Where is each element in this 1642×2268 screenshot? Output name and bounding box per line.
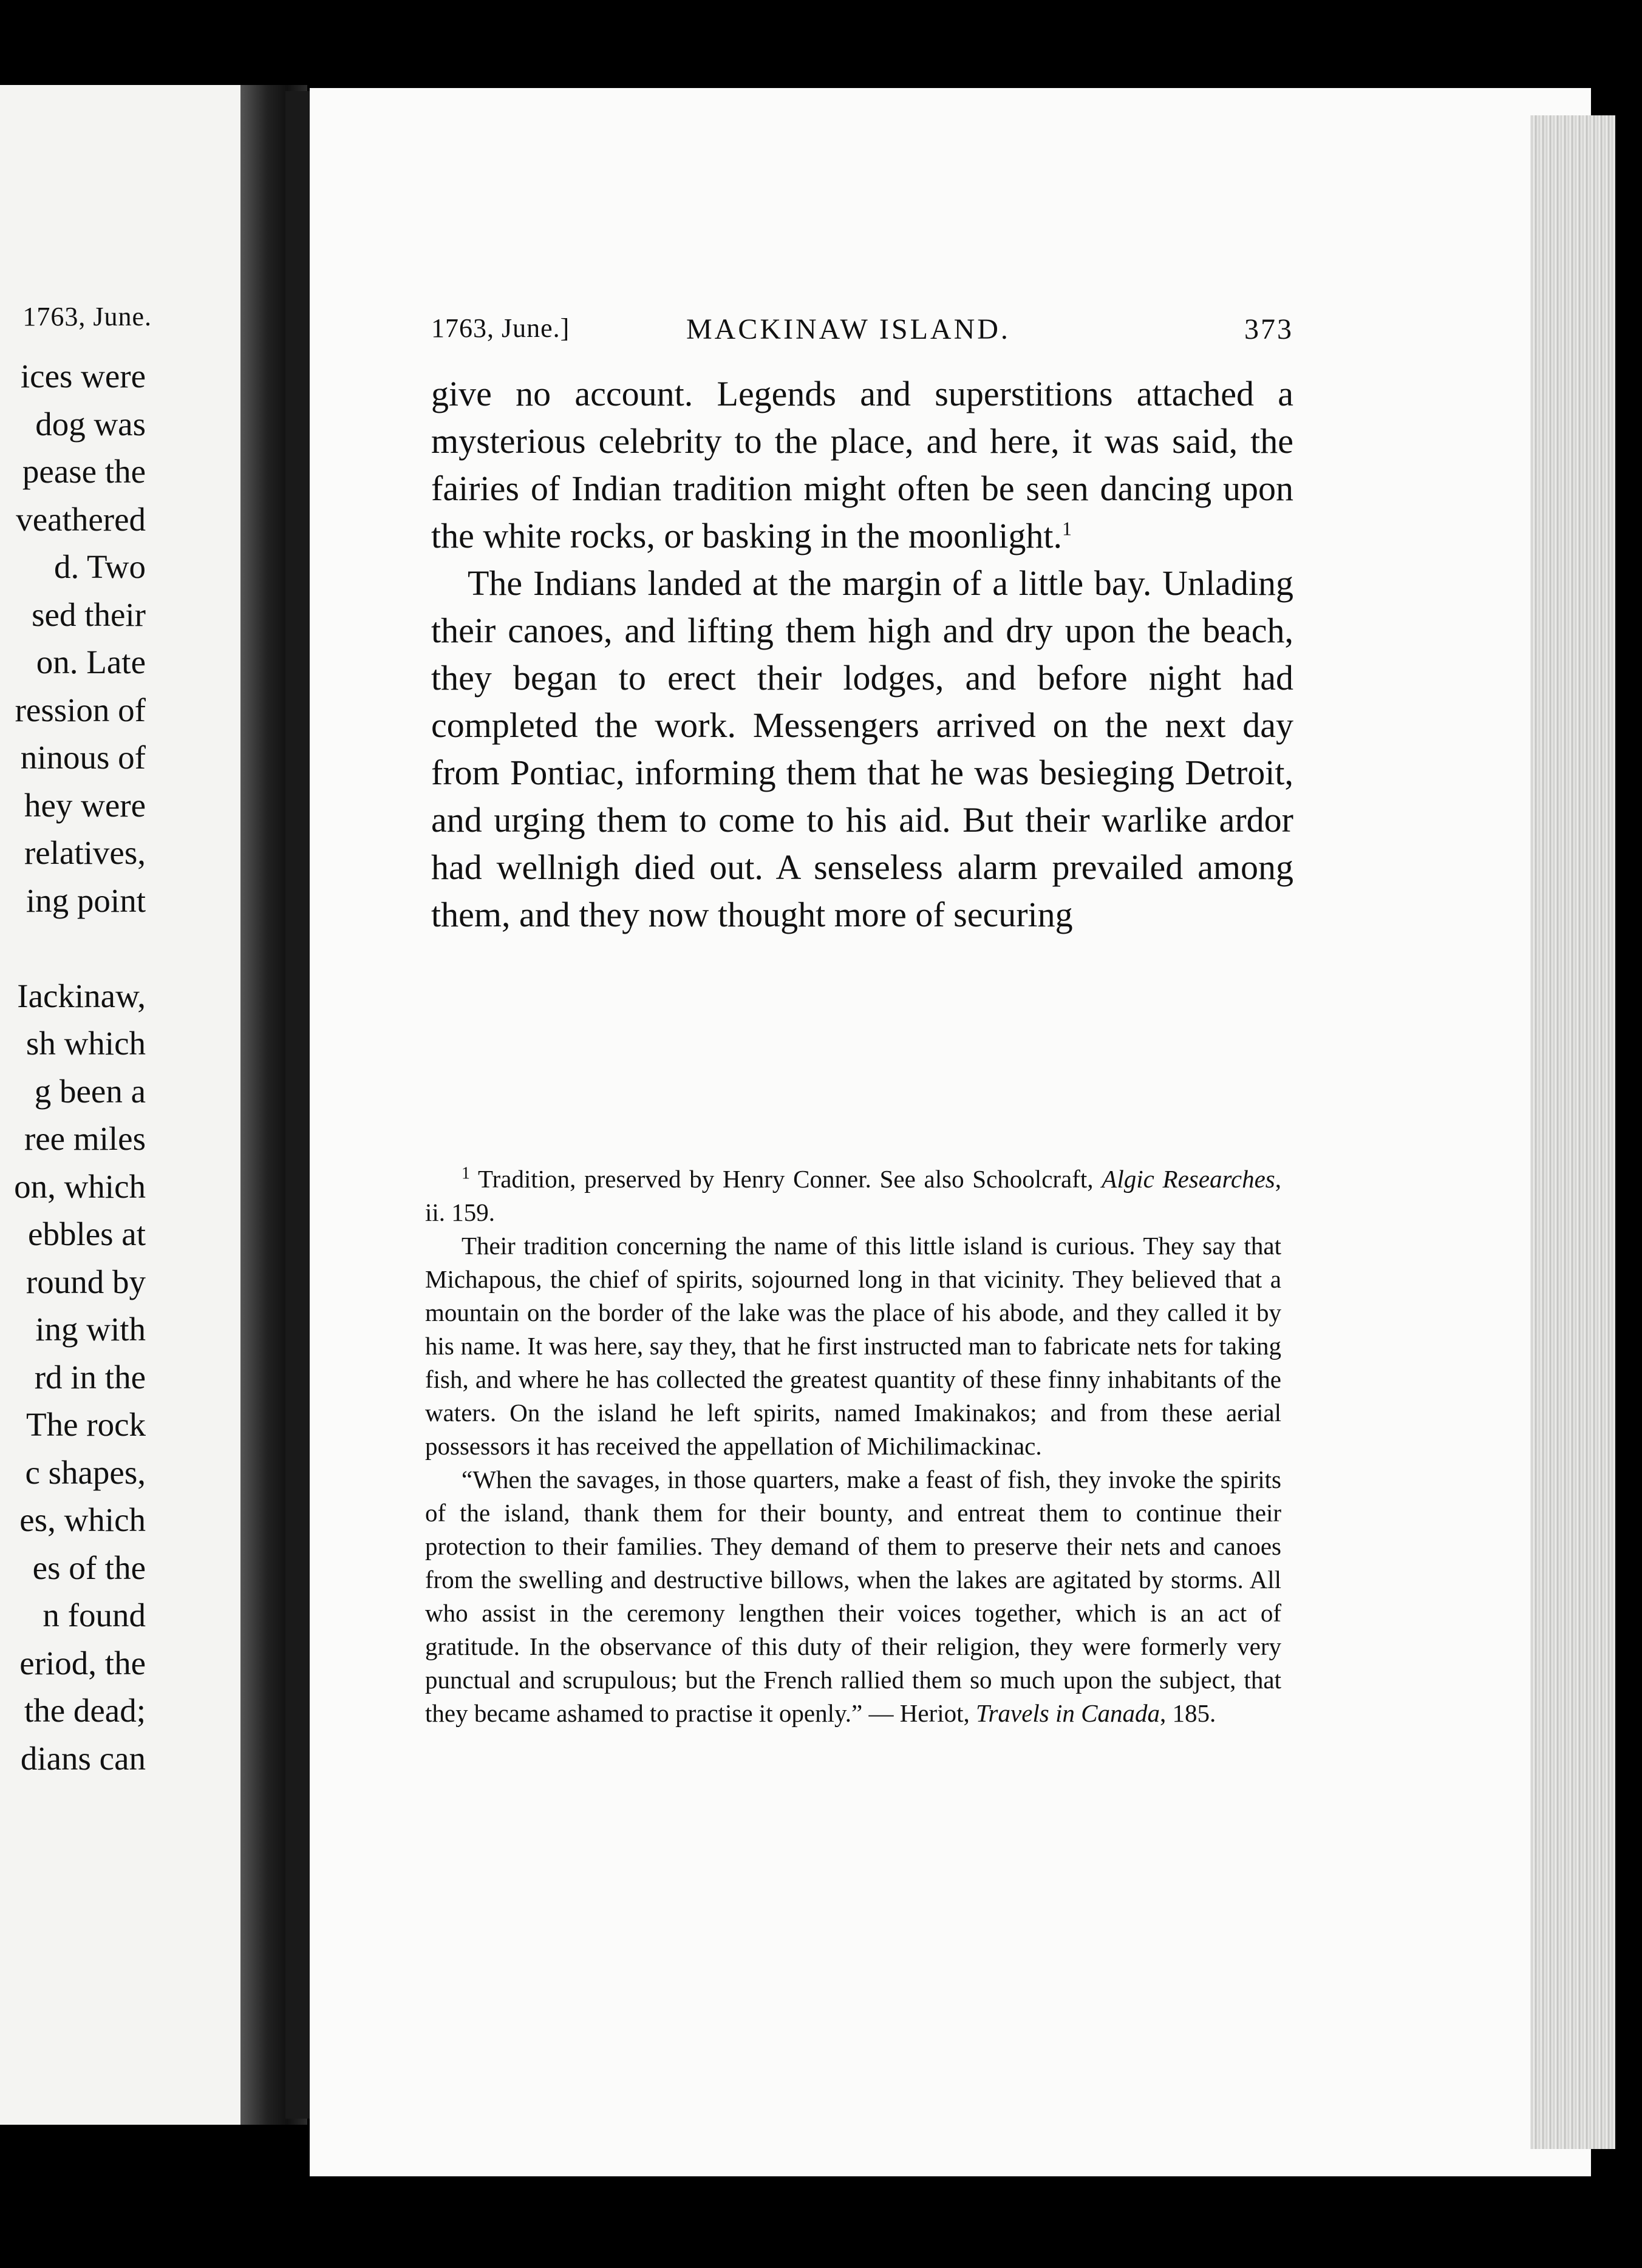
left-page-line: ebbles at [28, 1215, 146, 1252]
left-page-line: es of the [32, 1549, 146, 1586]
running-head-date: 1763, June.] [431, 313, 570, 343]
right-page [310, 88, 1591, 2176]
left-page-line: c shapes, [25, 1453, 146, 1491]
left-page-line: eriod, the [19, 1644, 146, 1682]
footnote-paragraph-3-text: “When the savages, in those quarters, make a feast of fish, they invoke the spirits of the island, thank them for their bounty, and entreat them to continue their protection to their families. They demand of them to preserve their nets and canoes from the swelling and destructive billows, when the lakes are agitated by storms. All who assist in the ceremony lengthen their voices together, which is an act of gratitude. In the observance of this duty of their religion, they were formerly very punctual and scrupulous; but the French rallied them so much upon the subject, that they became ashamed to practise it openly.” — Heriot, [425, 1465, 1281, 1727]
left-page-line: n found [43, 1597, 146, 1634]
left-page-line: sh which [26, 1025, 146, 1062]
footnote-paragraph-3-end: , 185. [1159, 1699, 1216, 1727]
left-page-line: g been a [34, 1072, 146, 1110]
left-page-line: on, which [14, 1167, 146, 1205]
footnote-1-text: Tradition, preserved by Henry Conner. See also Schoolcraft, [478, 1165, 1094, 1193]
footnote-1-title: Algic Researches [1102, 1165, 1275, 1193]
left-page-line: ression of [15, 691, 146, 728]
footnotes [425, 1163, 1281, 1730]
left-page-line: rd in the [34, 1358, 146, 1396]
body-text [431, 370, 1293, 939]
left-page-line: ninous of [20, 739, 146, 776]
left-page-line: The rock [26, 1406, 146, 1443]
left-page-line: hey were [24, 786, 146, 824]
left-page-line: the dead; [24, 1692, 146, 1729]
left-page-line: Iackinaw, [17, 977, 146, 1014]
left-page-line: ing point [26, 881, 146, 919]
footnote-paragraph-2: Their tradition concerning the name of this little island is curious. They say that Michapous, the chief of spirits, sojourned long in that vicinity. They believed that a mountain on the border of the lake was the place of his abode, and they called it by his name. It was here, say they, that he first instructed man to fabricate nets for taking fish, and where he has collected the greatest quantity of these finny inhabitants of the waters. On the island he left spirits, named Imakinakos; and from these aerial possessors it has received the appellation of Michilimackinac. [425, 1232, 1281, 1460]
footnote-number: 1 [462, 1164, 470, 1183]
left-page-line: es, which [19, 1501, 146, 1538]
paragraph-2: The Indians landed at the margin of a little bay. Unlading their canoes, and lifting them high and dry upon the beach, they began to erect their lodges, and before night had completed the work. Messengers arrived on the next day from Pontiac, informing them that he was besieging Detroit, and urging them to come to his aid. But their warlike ardor had wellnigh died out. A senseless alarm prevailed among them, and they now thought more of securing [431, 563, 1293, 934]
left-page-line: round by [26, 1263, 146, 1300]
page-stack-edge [1530, 115, 1615, 2149]
left-running-head: 1763, June. [22, 302, 152, 331]
left-page-line: on. Late [36, 643, 146, 681]
left-page-line: ices were [20, 358, 146, 395]
running-head [431, 313, 1293, 355]
left-page-line: veathered [16, 500, 146, 538]
left-page-line: dog was [35, 405, 146, 443]
left-page-line: ree miles [24, 1120, 146, 1157]
left-page-line: sed their [32, 596, 146, 633]
running-head-title: MACKINAW ISLAND. [686, 313, 1010, 345]
footnote-reference: 1 [1062, 517, 1072, 540]
paragraph-1 [431, 370, 1293, 560]
footnote-1-end: , ii. 159. [425, 1165, 1281, 1226]
footnote-1 [425, 1163, 1281, 1229]
gutter-shadow [285, 91, 310, 2119]
left-page-line: ing with [35, 1311, 146, 1348]
page-number: 373 [1244, 313, 1293, 345]
left-page-line: relatives, [24, 834, 146, 871]
left-page-line: dians can [20, 1739, 146, 1777]
paragraph-1-text: give no account. Legends and superstitions attached a mysterious celebrity to the place, and here, it was said, the fairies of Indian tradition might often be seen dancing upon the white rocks, or basking in the moonlight. [431, 374, 1293, 555]
footnote-paragraph-3-title: Travels in Canada [976, 1699, 1160, 1727]
left-page-line: d. Two [54, 548, 146, 585]
left-page-line: pease the [22, 453, 146, 490]
footnote-paragraph-3 [425, 1463, 1281, 1730]
